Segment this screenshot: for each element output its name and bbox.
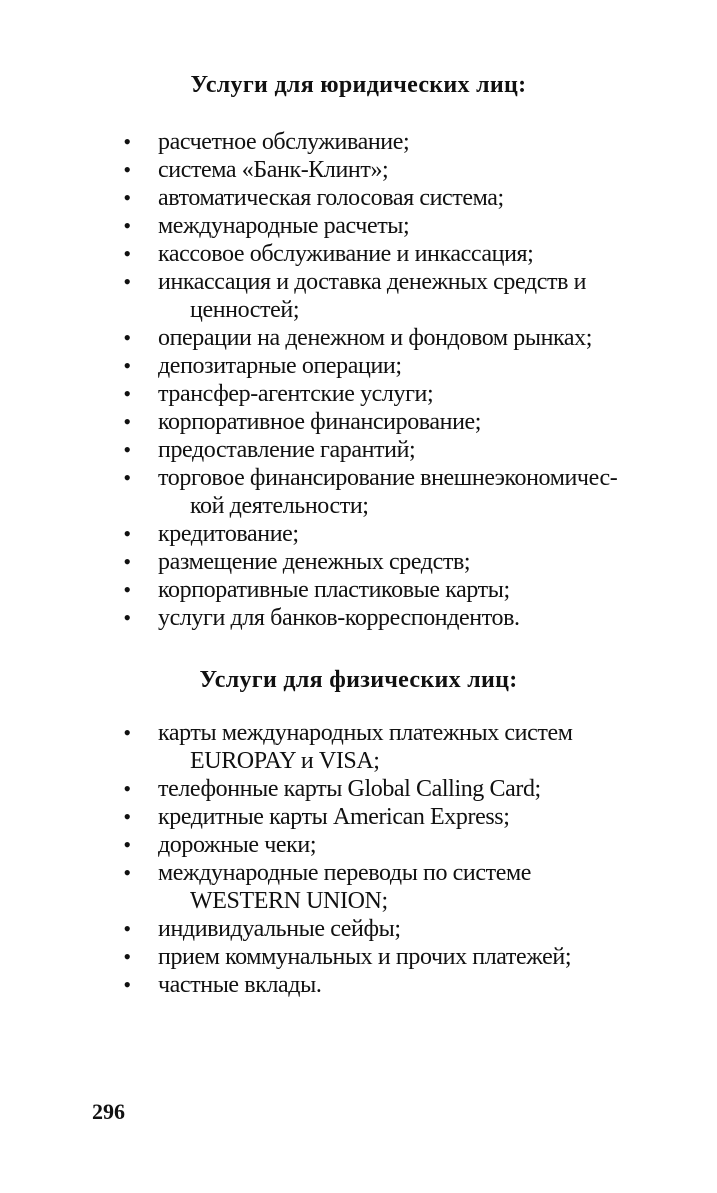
- list-item-text: система «Банк-Клинт»;: [158, 157, 389, 183]
- bullet-icon: •: [123, 437, 131, 462]
- bullet-icon: •: [123, 381, 131, 406]
- bullet-icon: •: [123, 269, 131, 294]
- list-item: [0, 352, 688, 380]
- list-item-text: телефонные карты Global Calling Card;: [158, 776, 541, 802]
- list-item: [0, 128, 688, 156]
- list-item-text: предоставление гарантий;: [158, 437, 416, 463]
- list-item-text: корпоративное финансирование;: [158, 409, 482, 435]
- list-item-text: корпоративные пластиковые карты;: [158, 577, 510, 603]
- list-item-text: автоматическая голосовая система;: [158, 185, 504, 211]
- list-item: [0, 576, 688, 604]
- list-item: [0, 831, 688, 859]
- bullet-icon: •: [123, 605, 131, 630]
- bullet-icon: •: [123, 409, 131, 434]
- list-item: [0, 212, 688, 240]
- list-item-continuation-text: кой деятельности;: [190, 493, 369, 519]
- bullet-icon: •: [123, 213, 131, 238]
- bullet-icon: •: [123, 157, 131, 182]
- bullet-icon: •: [123, 549, 131, 574]
- list-item-continuation-text: EUROPAY и VISA;: [190, 748, 380, 774]
- list-item-text: услуги для банков-корреспондентов.: [158, 605, 520, 631]
- bullet-icon: •: [123, 129, 131, 154]
- services-list-legal-entities: [0, 128, 717, 632]
- list-item-text: прием коммунальных и прочих платежей;: [158, 944, 572, 970]
- bullet-icon: •: [123, 465, 131, 490]
- services-list-individuals: [0, 719, 717, 999]
- list-item: [0, 803, 688, 831]
- bullet-icon: •: [123, 776, 131, 801]
- list-item-text: депозитарные операции;: [158, 353, 402, 379]
- list-item-text: торговое финансирование внешнеэкономичес-: [158, 465, 618, 491]
- bullet-icon: •: [123, 972, 131, 997]
- page-number: 296: [92, 1099, 125, 1124]
- list-item-text: размещение денежных средств;: [158, 549, 471, 575]
- section-heading-legal-entities: Услуги для юридических лиц:: [190, 72, 527, 98]
- list-item: [0, 520, 688, 548]
- list-item-text: кассовое обслуживание и инкассация;: [158, 241, 534, 267]
- list-item-text: трансфер-агентские услуги;: [158, 381, 434, 407]
- section-heading-individuals: Услуги для физических лиц:: [199, 667, 518, 693]
- bullet-icon: •: [123, 860, 131, 885]
- list-item-text: карты международных платежных систем: [158, 720, 573, 746]
- bullet-icon: •: [123, 521, 131, 546]
- list-item: [0, 240, 688, 268]
- list-item: [0, 268, 688, 324]
- list-item: [0, 604, 688, 632]
- list-item-text: индивидуальные сейфы;: [158, 916, 401, 942]
- list-item-text: кредитование;: [158, 521, 299, 547]
- list-item: [0, 324, 688, 352]
- bullet-icon: •: [123, 577, 131, 602]
- list-item-text: кредитные карты American Express;: [158, 804, 510, 830]
- list-item: [0, 464, 688, 520]
- bullet-icon: •: [123, 185, 131, 210]
- bullet-icon: •: [123, 832, 131, 857]
- list-item-text: международные переводы по системе: [158, 860, 532, 886]
- bullet-icon: •: [123, 944, 131, 969]
- list-item-text: инкассация и доставка денежных средств и: [158, 269, 587, 295]
- bullet-icon: •: [123, 720, 131, 745]
- bullet-icon: •: [123, 325, 131, 350]
- list-item: [0, 380, 688, 408]
- list-item: [0, 436, 688, 464]
- list-item: [0, 859, 688, 915]
- list-item-text: дорожные чеки;: [158, 832, 317, 858]
- list-item: [0, 548, 688, 576]
- list-item: [0, 408, 688, 436]
- list-item: [0, 184, 688, 212]
- list-item: [0, 156, 688, 184]
- list-item-text: частные вклады.: [158, 972, 322, 998]
- list-item: [0, 915, 688, 943]
- list-item-continuation-text: WESTERN UNION;: [190, 888, 388, 914]
- list-item: [0, 719, 688, 775]
- list-item: [0, 775, 688, 803]
- list-item-text: расчетное обслуживание;: [158, 129, 410, 155]
- list-item: [0, 971, 688, 999]
- list-item: [0, 943, 688, 971]
- bullet-icon: •: [123, 353, 131, 378]
- list-item-text: международные расчеты;: [158, 213, 410, 239]
- bullet-icon: •: [123, 804, 131, 829]
- list-item-text: операции на денежном и фондовом рынках;: [158, 325, 593, 351]
- bullet-icon: •: [123, 916, 131, 941]
- list-item-continuation-text: ценностей;: [190, 297, 300, 323]
- bullet-icon: •: [123, 241, 131, 266]
